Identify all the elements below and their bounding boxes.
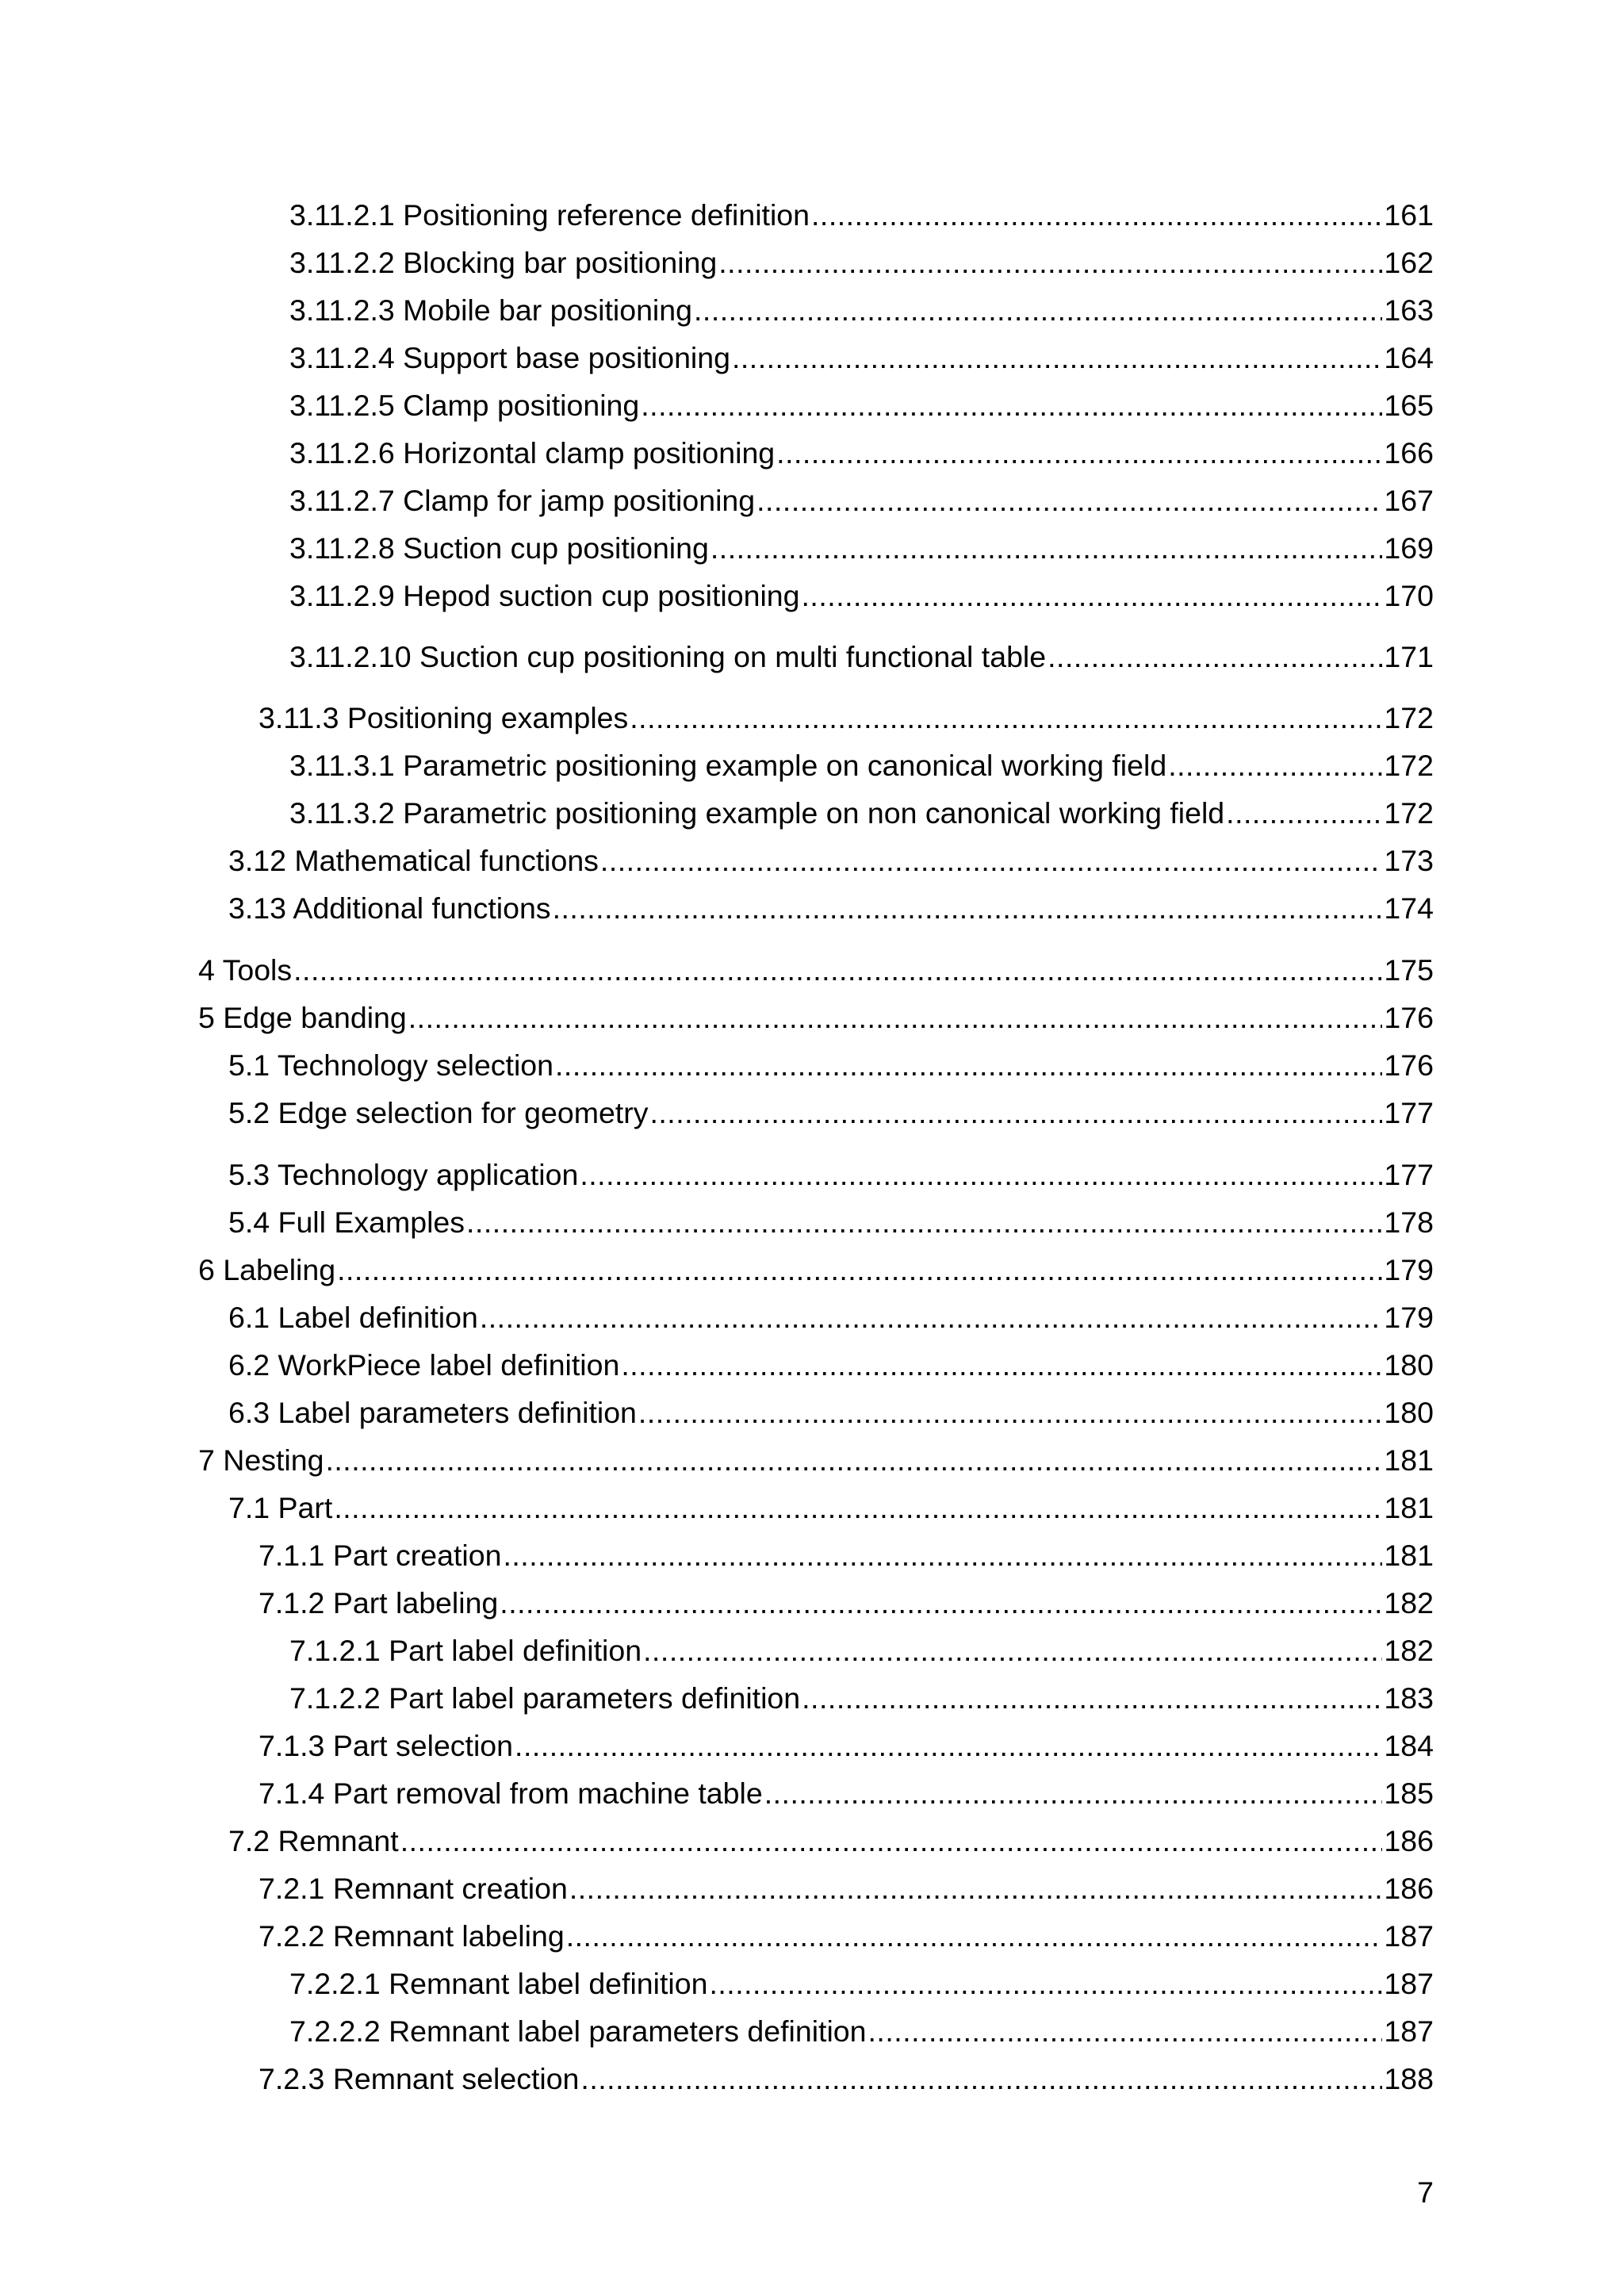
toc-entry[interactable]	[228, 889, 1434, 927]
toc-entry[interactable]	[289, 529, 1434, 567]
toc-entry-page: 185	[1384, 1777, 1434, 1810]
toc-entry[interactable]	[289, 1631, 1434, 1669]
toc-dot-leader	[337, 1251, 1382, 1289]
toc-entry[interactable]	[198, 999, 1434, 1037]
toc-entry[interactable]	[289, 577, 1434, 615]
toc-dot-leader	[643, 1631, 1382, 1669]
toc-entry[interactable]	[198, 951, 1434, 989]
toc-dot-leader	[553, 889, 1383, 927]
toc-entry-page: 172	[1384, 796, 1434, 830]
toc-entry-page: 186	[1384, 1872, 1434, 1905]
toc-entry-page: 183	[1384, 1681, 1434, 1715]
toc-dot-leader	[466, 1203, 1382, 1241]
toc-dot-leader	[293, 951, 1382, 989]
toc-entry-title: 5 Edge banding	[198, 1001, 407, 1034]
toc-entry[interactable]	[228, 1822, 1434, 1860]
toc-dot-leader	[649, 1094, 1382, 1132]
toc-entry[interactable]	[289, 243, 1434, 282]
toc-entry-title: 7.2.2.1 Remnant label definition	[289, 1967, 708, 2000]
toc-entry[interactable]	[259, 699, 1434, 737]
toc-entry-page: 170	[1384, 579, 1434, 612]
toc-entry[interactable]	[198, 1251, 1434, 1289]
toc-entry[interactable]	[259, 1727, 1434, 1765]
toc-entry[interactable]	[228, 1298, 1434, 1336]
toc-entry-title: 7.1.1 Part creation	[259, 1539, 502, 1572]
toc-entry-title: 4 Tools	[198, 953, 293, 987]
toc-dot-leader	[709, 1964, 1382, 2003]
toc-entry-title: 3.11.2.1 Positioning reference definition	[289, 198, 810, 232]
toc-dot-leader	[600, 841, 1383, 880]
toc-entry-page: 178	[1384, 1205, 1434, 1239]
toc-dot-leader	[868, 2012, 1383, 2050]
toc-entry-title: 7.2.2.2 Remnant label parameters definition	[289, 2014, 867, 2048]
toc-entry-title: 3.11.2.5 Clamp positioning	[289, 389, 640, 422]
toc-entry-page: 165	[1384, 389, 1434, 422]
toc-entry-title: 3.11.3.2 Parametric positioning example on non canonical working field	[289, 796, 1225, 830]
toc-dot-leader	[710, 529, 1383, 567]
toc-entry-title: 6.3 Label parameters definition	[228, 1396, 637, 1429]
toc-entry-title: 3.11.2.10 Suction cup positioning on multi functional table	[289, 640, 1047, 673]
toc-entry[interactable]	[289, 291, 1434, 329]
toc-dot-leader	[630, 699, 1382, 737]
toc-entry-page: 180	[1384, 1348, 1434, 1382]
toc-entry[interactable]	[259, 1536, 1434, 1574]
toc-entry[interactable]	[198, 1441, 1434, 1479]
toc-entry-page: 186	[1384, 1824, 1434, 1857]
toc-entry-title: 7 Nesting	[198, 1443, 324, 1477]
toc-entry-page: 173	[1384, 844, 1434, 877]
toc-entry[interactable]	[228, 841, 1434, 880]
toc-entry-title: 3.12 Mathematical functions	[228, 844, 599, 877]
toc-entry-title: 7.1 Part	[228, 1491, 333, 1524]
toc-entry[interactable]	[228, 1489, 1434, 1527]
toc-entry-title: 3.11.2.2 Blocking bar positioning	[289, 246, 718, 279]
toc-entry-page: 187	[1384, 1967, 1434, 2000]
toc-entry-title: 3.11.2.4 Support base positioning	[289, 341, 730, 374]
toc-dot-leader	[811, 196, 1382, 234]
toc-entry-title: 3.11.2.9 Hepod suction cup positioning	[289, 579, 800, 612]
toc-dot-leader	[718, 243, 1382, 282]
toc-entry-page: 177	[1384, 1096, 1434, 1129]
toc-entry-page: 179	[1384, 1253, 1434, 1286]
toc-dot-leader	[764, 1774, 1383, 1812]
toc-entry[interactable]	[289, 386, 1434, 424]
toc-entry[interactable]	[228, 1046, 1434, 1084]
toc-entry-page: 180	[1384, 1396, 1434, 1429]
toc-entry-page: 181	[1384, 1443, 1434, 1477]
toc-dot-leader	[480, 1298, 1383, 1336]
toc-dot-leader	[1226, 794, 1382, 832]
toc-entry-title: 7.2.3 Remnant selection	[259, 2062, 580, 2095]
toc-entry-page: 172	[1384, 749, 1434, 782]
toc-dot-leader	[1168, 746, 1382, 784]
toc-entry[interactable]	[228, 1203, 1434, 1241]
toc-entry-title: 5.2 Edge selection for geometry	[228, 1096, 649, 1129]
toc-entry-page: 162	[1384, 246, 1434, 279]
toc-entry[interactable]	[228, 1346, 1434, 1384]
toc-entry-title: 3.11.2.6 Horizontal clamp positioning	[289, 436, 776, 470]
toc-entry-page: 182	[1384, 1586, 1434, 1619]
toc-entry-title: 6.1 Label definition	[228, 1301, 478, 1334]
toc-entry-page: 171	[1384, 640, 1434, 673]
toc-entry[interactable]	[228, 1393, 1434, 1432]
toc-entry-title: 7.1.4 Part removal from machine table	[259, 1777, 763, 1810]
toc-dot-leader	[569, 1869, 1383, 1907]
toc-entry[interactable]	[289, 196, 1434, 234]
toc-entry-title: 3.11.2.7 Clamp for jamp positioning	[289, 484, 756, 517]
toc-entry-page: 167	[1384, 484, 1434, 517]
toc-entry[interactable]	[289, 339, 1434, 377]
toc-entry[interactable]	[228, 1156, 1434, 1194]
page-number: 7	[1417, 2175, 1434, 2209]
toc-dot-leader	[802, 577, 1383, 615]
toc-dot-leader	[400, 1822, 1383, 1860]
toc-entry-title: 7.2.1 Remnant creation	[259, 1872, 568, 1905]
toc-entry[interactable]	[289, 2012, 1434, 2050]
toc-entry-title: 3.11.3 Positioning examples	[259, 701, 629, 734]
toc-entry-title: 7.2 Remnant	[228, 1824, 399, 1857]
toc-dot-leader	[500, 1584, 1382, 1622]
toc-dot-leader	[1048, 638, 1382, 676]
toc-entry-title: 6.2 WorkPiece label definition	[228, 1348, 620, 1382]
toc-entry-page: 166	[1384, 436, 1434, 470]
toc-entry[interactable]	[259, 1869, 1434, 1907]
toc-dot-leader	[580, 1156, 1382, 1194]
toc-entry-page: 187	[1384, 2014, 1434, 2048]
toc-entry-title: 7.1.2.2 Part label parameters definition	[289, 1681, 801, 1715]
toc-dot-leader	[694, 291, 1382, 329]
toc-dot-leader	[756, 481, 1382, 519]
toc-dot-leader	[732, 339, 1382, 377]
toc-dot-leader	[621, 1346, 1382, 1384]
toc-entry-page: 164	[1384, 341, 1434, 374]
toc-entry-page: 161	[1384, 198, 1434, 232]
toc-entry-title: 7.1.3 Part selection	[259, 1729, 514, 1762]
toc-entry-page: 182	[1384, 1634, 1434, 1667]
toc-entry[interactable]	[259, 1584, 1434, 1622]
toc-entry[interactable]	[289, 434, 1434, 472]
toc-entry-title: 5.3 Technology application	[228, 1158, 579, 1191]
toc-entry-page: 187	[1384, 1919, 1434, 1953]
toc-entry-page: 181	[1384, 1491, 1434, 1524]
toc-entry-title: 3.11.2.8 Suction cup positioning	[289, 531, 709, 565]
toc-entry-page: 181	[1384, 1539, 1434, 1572]
toc-entry[interactable]	[259, 2060, 1434, 2098]
toc-entry-page: 176	[1384, 1048, 1434, 1082]
toc-entry[interactable]	[289, 638, 1434, 676]
toc-entry[interactable]	[289, 794, 1434, 832]
toc-entry-page: 172	[1384, 701, 1434, 734]
toc-entry[interactable]	[259, 1917, 1434, 1955]
toc-entry-title: 3.11.2.3 Mobile bar positioning	[289, 293, 692, 327]
toc-dot-leader	[776, 434, 1382, 472]
toc-entry-title: 3.13 Additional functions	[228, 891, 551, 925]
toc-entry-page: 188	[1384, 2062, 1434, 2095]
toc-entry[interactable]	[259, 1774, 1434, 1812]
toc-entry[interactable]	[289, 746, 1434, 784]
toc-dot-leader	[325, 1441, 1382, 1479]
toc-entry-page: 174	[1384, 891, 1434, 925]
toc-dot-leader	[566, 1917, 1383, 1955]
toc-entry[interactable]	[289, 1679, 1434, 1717]
toc-entry-title: 3.11.3.1 Parametric positioning example on canonical working field	[289, 749, 1167, 782]
toc-dot-leader	[334, 1489, 1382, 1527]
toc-entry[interactable]	[228, 1094, 1434, 1132]
toc-entry-page: 163	[1384, 293, 1434, 327]
toc-entry[interactable]	[289, 481, 1434, 519]
toc-dot-leader	[802, 1679, 1382, 1717]
toc-entry-page: 175	[1384, 953, 1434, 987]
toc-entry-page: 184	[1384, 1729, 1434, 1762]
toc-entry-title: 7.2.2 Remnant labeling	[259, 1919, 565, 1953]
toc-dot-leader	[555, 1046, 1382, 1084]
toc-dot-leader	[503, 1536, 1382, 1574]
toc-entry-title: 5.1 Technology selection	[228, 1048, 554, 1082]
toc-entry-title: 6 Labeling	[198, 1253, 336, 1286]
toc-entry-page: 177	[1384, 1158, 1434, 1191]
toc-entry-title: 7.1.2 Part labeling	[259, 1586, 499, 1619]
toc-dot-leader	[408, 999, 1383, 1037]
toc-dot-leader	[580, 2060, 1382, 2098]
toc-dot-leader	[638, 1393, 1383, 1432]
toc-entry[interactable]	[289, 1964, 1434, 2003]
toc-entry-title: 5.4 Full Examples	[228, 1205, 465, 1239]
toc-entry-page: 176	[1384, 1001, 1434, 1034]
toc-entry-title: 7.1.2.1 Part label definition	[289, 1634, 642, 1667]
toc-dot-leader	[515, 1727, 1382, 1765]
toc-entry-page: 169	[1384, 531, 1434, 565]
toc-dot-leader	[641, 386, 1382, 424]
toc-entry-page: 179	[1384, 1301, 1434, 1334]
